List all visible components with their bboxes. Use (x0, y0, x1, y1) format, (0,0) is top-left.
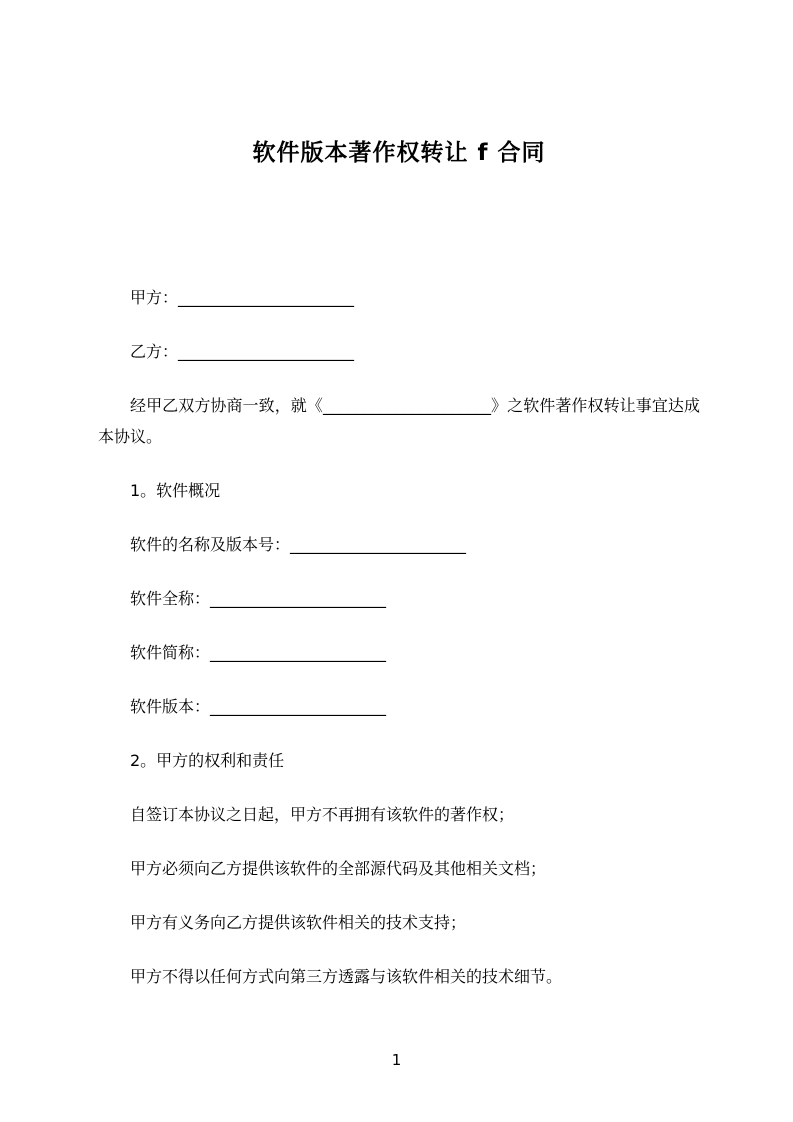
party-b-label: 乙方： (130, 342, 179, 361)
clause-paragraph: 甲方不得以任何方式向第三方透露与该软件相关的技术细节。 (130, 967, 563, 986)
software-short-name-label: 软件简称： (130, 643, 211, 662)
party-b-blank-field: ______________________ (178, 342, 355, 361)
software-short-name-line (98, 637, 700, 668)
party-a-line (98, 282, 700, 313)
page-number: 1 (391, 1051, 402, 1069)
intro-paragraph (98, 390, 700, 452)
clause-paragraph: 甲方必须向乙方提供该软件的全部源代码及其他相关文档； (130, 859, 547, 878)
software-full-name-line (98, 583, 700, 614)
software-version-blank-field: ______________________ (210, 697, 387, 716)
party-a-label: 甲方： (130, 288, 179, 307)
software-name-version-line (98, 529, 700, 560)
software-full-name-blank-field: ______________________ (210, 589, 387, 608)
section-1-heading: 1。软件概况 (130, 481, 221, 500)
clause-paragraph: 自签订本协议之日起，甲方不再拥有该软件的著作权； (130, 805, 515, 824)
software-name-version-label: 软件的名称及版本号： (130, 535, 291, 554)
software-short-name-blank-field: ______________________ (210, 643, 387, 662)
party-b-line (98, 336, 700, 367)
section-2-heading: 2。甲方的权利和责任 (130, 751, 285, 770)
software-title-blank-field: _____________________ (322, 396, 491, 415)
clause-paragraph: 甲方有义务向乙方提供该软件相关的技术支持； (130, 913, 467, 932)
document-body (98, 282, 700, 992)
software-version-label: 软件版本： (130, 697, 211, 716)
intro-suffix: 》之软件著作权转让事宜达成本协议。 (98, 396, 700, 446)
software-full-name-label: 软件全称： (130, 589, 211, 608)
intro-prefix: 经甲乙双方协商一致，就《 (130, 396, 323, 415)
software-version-line (98, 691, 700, 722)
document-title: 软件版本著作权转让 f 合同 (252, 140, 546, 166)
software-name-version-blank-field: ______________________ (290, 535, 467, 554)
party-a-blank-field: ______________________ (178, 288, 355, 307)
